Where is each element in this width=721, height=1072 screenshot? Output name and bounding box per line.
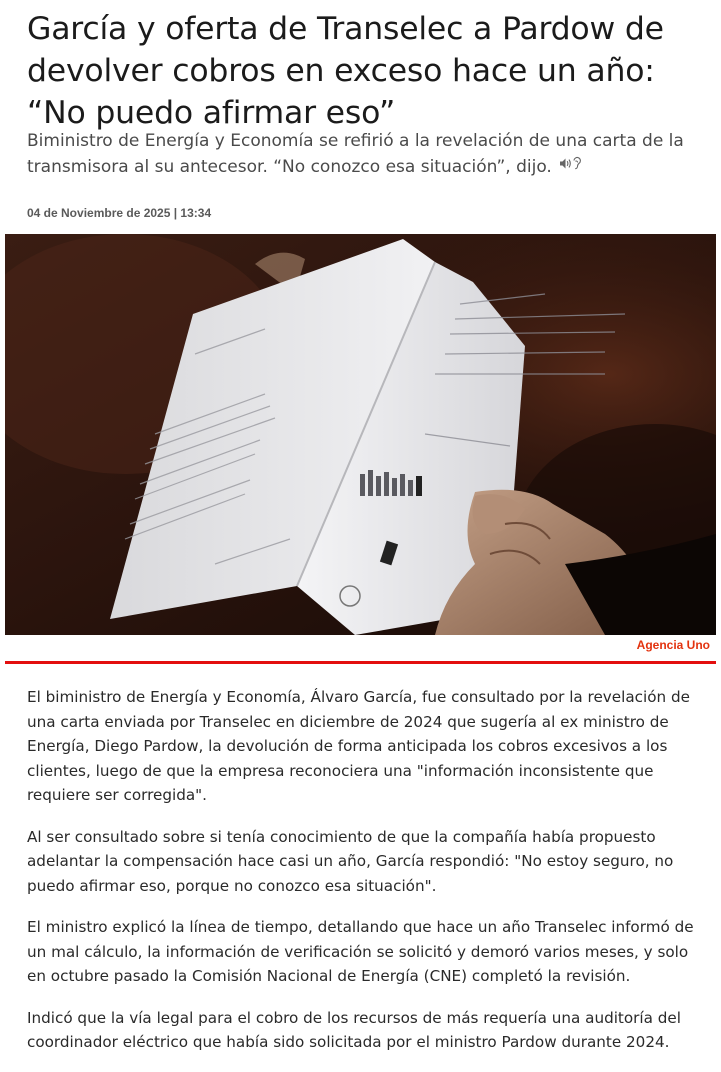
- audio-listen-icon[interactable]: [559, 156, 581, 171]
- article-subtitle-text: Biministro de Energía y Economía se refirió a la revelación de una carta de la transmisora al su antecesor. “No conozco esa situación”, dijo.: [27, 131, 684, 177]
- lead-photo-frame: [5, 234, 716, 664]
- article-body: [27, 685, 699, 1072]
- article-paragraph: El biministro de Energía y Economía, Álvaro García, fue consultado por la revelación de una carta enviada por Transelec en diciembre de 2024 que sugería al ex ministro de Energía, Diego Pardow, la devolución de forma anticipada los cobros excesivos a los clientes, luego de que la empresa reconociera una "información inconsistente que requiere ser corregida".: [27, 688, 690, 804]
- article-paragraph: Indicó que la vía legal para el cobro de los recursos de más requería una auditoría del coordinador eléctrico que había sido solicitada por el ministro Pardow durante 2024.: [27, 1008, 681, 1051]
- article-paragraph: El ministro explicó la línea de tiempo, detallando que hace un año Transelec informó de un mal cálculo, la información de verificación se solicitó y demoró varios meses, y solo en octubre pasado la Comisión Nacional de Energía (CNE) completó la revisión.: [27, 918, 694, 985]
- lead-photo-electricity-bill: [5, 234, 716, 635]
- photo-credit: Agencia Uno: [636, 638, 710, 652]
- publish-dateline: 04 de Noviembre de 2025 | 13:34: [27, 206, 212, 220]
- article-headline: García y oferta de Transelec a Pardow de devolver cobros en exceso hace un año: “No puedo afirmar eso”: [27, 11, 664, 131]
- article-paragraph: Al ser consultado sobre si tenía conocimiento de que la compañía había propuesto adelantar la compensación hace casi un año, García respondió: "No estoy seguro, no puedo afirmar eso, porque no conozco esa situación".: [27, 827, 674, 895]
- article-subtitle: [27, 128, 707, 180]
